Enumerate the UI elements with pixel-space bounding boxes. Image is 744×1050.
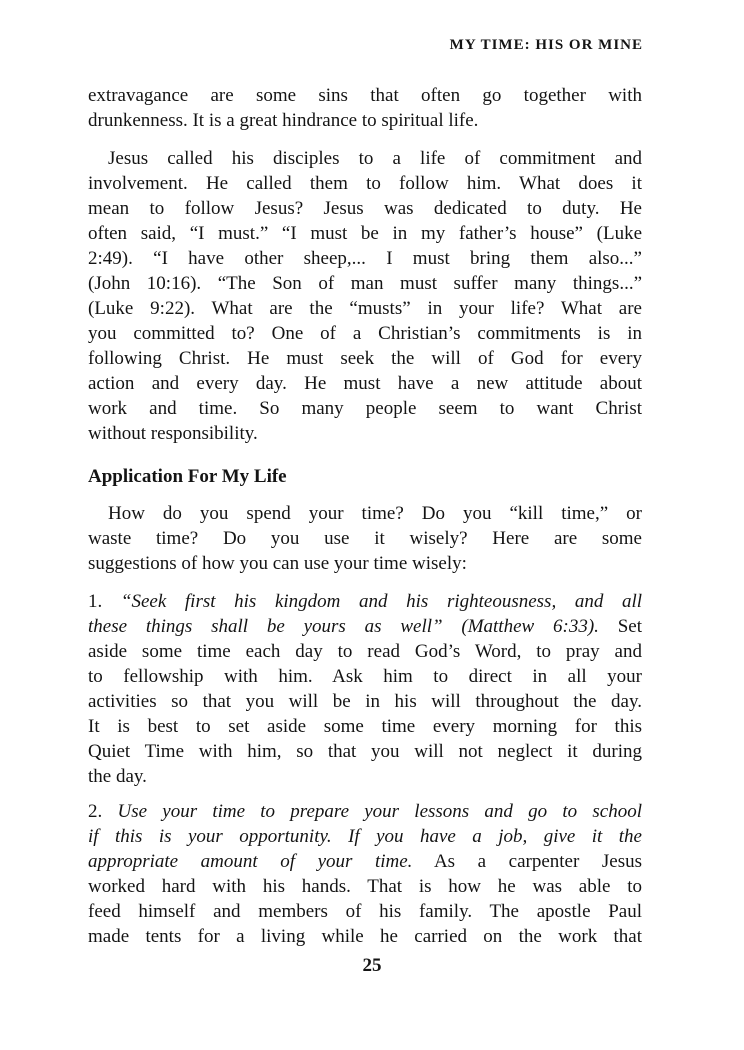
text-line [88,171,642,196]
text-line [88,108,642,133]
section-heading [88,464,642,489]
text-run: It is best to set aside some time every morning for this [88,716,642,737]
text-run: the day. [88,766,147,787]
text-run: you committed to? One of a Christian’s commitments is in [88,323,642,344]
text-line [88,526,642,551]
italic-text: Use your time to prepare your lessons and go to school [117,801,643,822]
text-run: work and time. So many people seem to want Christ [88,398,642,419]
paragraph [88,146,642,446]
text-line [88,83,642,108]
text-line [88,246,642,271]
paragraph [88,799,642,949]
text-line [88,899,642,924]
text-run: How do you spend your time? Do you “kill time,” or [108,503,642,524]
text-line [88,764,642,789]
text-run: As a carpenter Jesus [412,851,642,872]
text-run: feed himself and members of his family. The apostle Paul [88,901,642,922]
text-line [88,874,642,899]
text-run: to fellowship with him. Ask him to direct in all your [88,666,642,687]
text-run: Set [598,616,642,637]
text-line [88,551,642,576]
text-run: without responsibility. [88,423,258,444]
text-run: 1. [88,591,121,612]
text-line [88,664,642,689]
text-run: activities so that you will be in his will throughout the day. [88,691,642,712]
text-line [88,714,642,739]
section-heading-text: Application For My Life [88,466,287,487]
text-run: worked hard with his hands. That is how he was able to [88,876,642,897]
text-run: aside some time each day to read God’s Word, to pray and [88,641,642,662]
text-line [88,639,642,664]
text-line [88,421,642,446]
text-run: Jesus called his disciples to a life of commitment and [108,148,642,169]
text-line [88,501,642,526]
text-line [88,824,642,849]
text-line [88,346,642,371]
text-line [88,196,642,221]
text-run: waste time? Do you use it wisely? Here are some [88,528,642,549]
text-line [88,371,642,396]
running-header: MY TIME: HIS OR MINE [449,37,643,53]
text-run: 2. [88,801,118,822]
italic-text: appropriate amount of your time. [88,851,413,872]
italic-text: “Seek first his kingdom and his righteousness, and all [120,591,643,612]
text-run: often said, “I must.” “I must be in my father’s house” (Luke [88,223,642,244]
text-run: following Christ. He must seek the will of God for every [88,348,642,369]
text-line [88,739,642,764]
text-run: (John 10:16). “The Son of man must suffer many things...” [88,273,642,294]
text-run: action and every day. He must have a new attitude about [88,373,642,394]
text-run: (Luke 9:22). What are the “musts” in your life? What are [88,298,642,319]
italic-text: these things shall be yours as well” (Matthew 6:33). [88,616,599,637]
text-line [88,296,642,321]
text-line [88,221,642,246]
text-line [88,849,642,874]
text-line [88,689,642,714]
text-line [88,321,642,346]
italic-text: if this is your opportunity. If you have a job, give it the [88,826,642,847]
text-run: 2:49). “I have other sheep,... I must bring them also...” [88,248,642,269]
text-run: extravagance are some sins that often go together with [88,85,642,106]
text-run: mean to follow Jesus? Jesus was dedicated to duty. He [88,198,642,219]
text-line [88,396,642,421]
text-run: involvement. He called them to follow him. What does it [88,173,642,194]
text-line [88,146,642,171]
text-run: suggestions of how you can use your time wisely: [88,553,467,574]
text-line [88,924,642,949]
paragraph [88,501,642,576]
text-line [88,589,642,614]
text-run: Quiet Time with him, so that you will not neglect it during [88,741,642,762]
paragraph [88,83,642,133]
text-line [88,799,642,824]
text-line [88,271,642,296]
text-line [88,614,642,639]
page-number: 25 [362,955,382,976]
paragraph [88,589,642,789]
text-run: made tents for a living while he carried on the work that [88,926,642,947]
text-run: drunkenness. It is a great hindrance to spiritual life. [88,110,479,131]
